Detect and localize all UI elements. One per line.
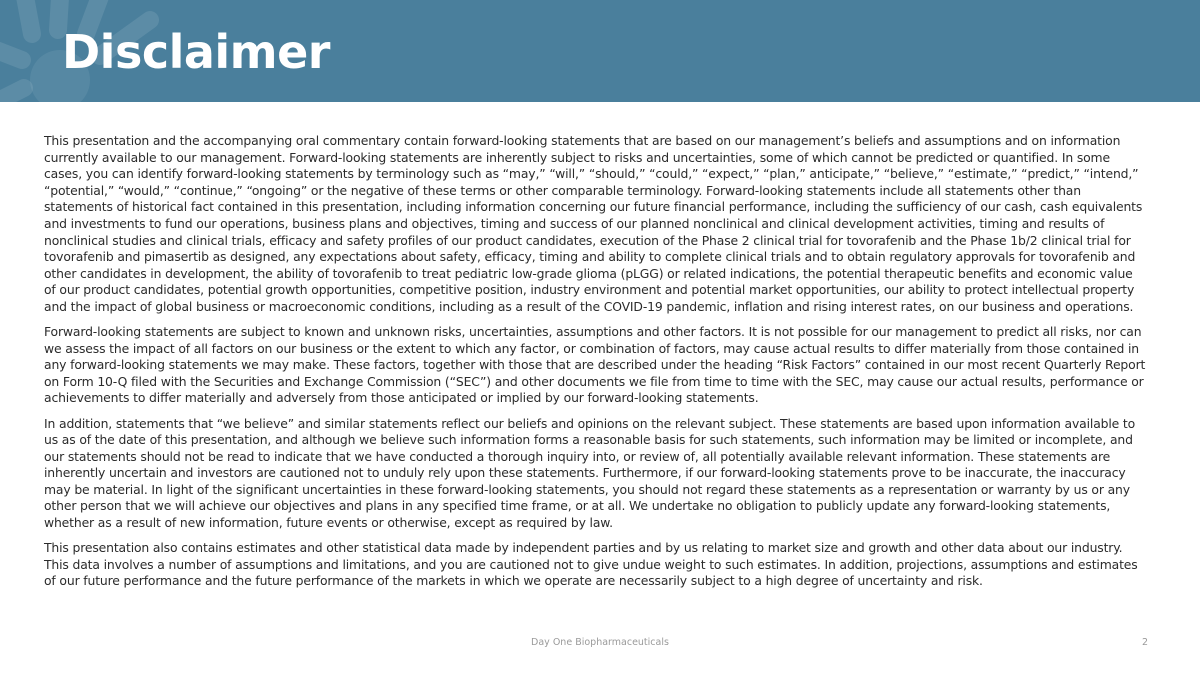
- page-title: Disclaimer: [62, 25, 330, 79]
- paragraph: This presentation also contains estimates and other statistical data made by independent parties and by us relating to market size and growth and other data about our industry. This data involves a number of assumptions and limitations, and you are cautioned not to give undue weight to such estimates. In addition, projections, assumptions and estimates of our future performance and the future performance of the markets in which we operate are necessarily subject to a high degree of uncertainty and risk.: [44, 540, 1138, 589]
- disclaimer-body: [44, 133, 1146, 598]
- footer-company-name: Day One Biopharmaceuticals: [531, 637, 669, 648]
- page-number: 2: [1141, 637, 1148, 648]
- paragraph: This presentation and the accompanying oral commentary contain forward-looking statements that are based on our management’s beliefs and assumptions and on information currently available to our management. Forward-looking statements are inherently subject to risks and uncertainties, some of which cannot be predicted or quantified. In some cases, you can identify forward-looking statements by terminology such as “may,” “will,” “should,” “could,” “expect,” “plan,” anticipate,” “believe,” “estimate,” “predict,” “intend,” “potential,” “would,” “continue,” “ongoing” or the negative of these terms or other comparable terminology. Forward-looking statements include all statements other than statements of historical fact contained in this presentation, including information concerning our future financial performance, including the sufficiency of our cash, cash equivalents and investments to fund our operations, business plans and objectives, timing and success of our planned nonclinical and clinical development activities, timing and results of nonclinical studies and clinical trials, efficacy and safety profiles of our product candidates, execution of the Phase 2 clinical trial for tovorafenib and the Phase 1b/2 clinical trial for tovorafenib and pimasertib as designed, any expectations about safety, efficacy, timing and ability to complete clinical trials and to obtain regulatory approvals for tovorafenib and other candidates in development, the ability of tovorafenib to treat pediatric low-grade glioma (pLGG) or related indications, the potential therapeutic benefits and economic value of our product candidates, potential growth opportunities, competitive position, industry environment and potential market opportunities, our ability to protect intellectual property and the impact of global business or macroeconomic conditions, including as a result of the COVID-19 pandemic, inflation and rising interest rates, on our business and operations.: [44, 133, 1143, 314]
- paragraph: In addition, statements that “we believe” and similar statements reflect our beliefs and opinions on the relevant subject. These statements are based upon information available to us as of the date of this presentation, and although we believe such information forms a reasonable basis for such statements, such information may be limited or incomplete, and our statements should not be read to indicate that we have conducted a thorough inquiry into, or review of, all potentially available relevant information. These statements are inherently uncertain and investors are cautioned not to unduly rely upon these statements. Furthermore, if our forward-looking statements prove to be inaccurate, the inaccuracy may be material. In light of the significant uncertainties in these forward-looking statements, you should not regard these statements as a representation or warranty by us or any other person that we will achieve our objectives and plans in any specified time frame, or at all. We undertake no obligation to publicly update any forward-looking statements, whether as a result of new information, future events or otherwise, except as required by law.: [44, 415, 1136, 531]
- paragraph: Forward-looking statements are subject to known and unknown risks, uncertainties, assumptions and other factors. It is not possible for our management to predict all risks, nor can we assess the impact of all factors on our business or the extent to which any factor, or combination of factors, may cause actual results to differ materially from those contained in any forward-looking statements we may make. These factors, together with those that are described under the heading “Risk Factors” contained in our most recent Quarterly Report on Form 10-Q filed with the Securities and Exchange Commission (“SEC”) and other documents we file from time to time with the SEC, may cause our actual results, performance or achievements to differ materially and adversely from those anticipated or implied by our forward-looking statements.: [44, 324, 1146, 406]
- header-banner: [0, 0, 1200, 102]
